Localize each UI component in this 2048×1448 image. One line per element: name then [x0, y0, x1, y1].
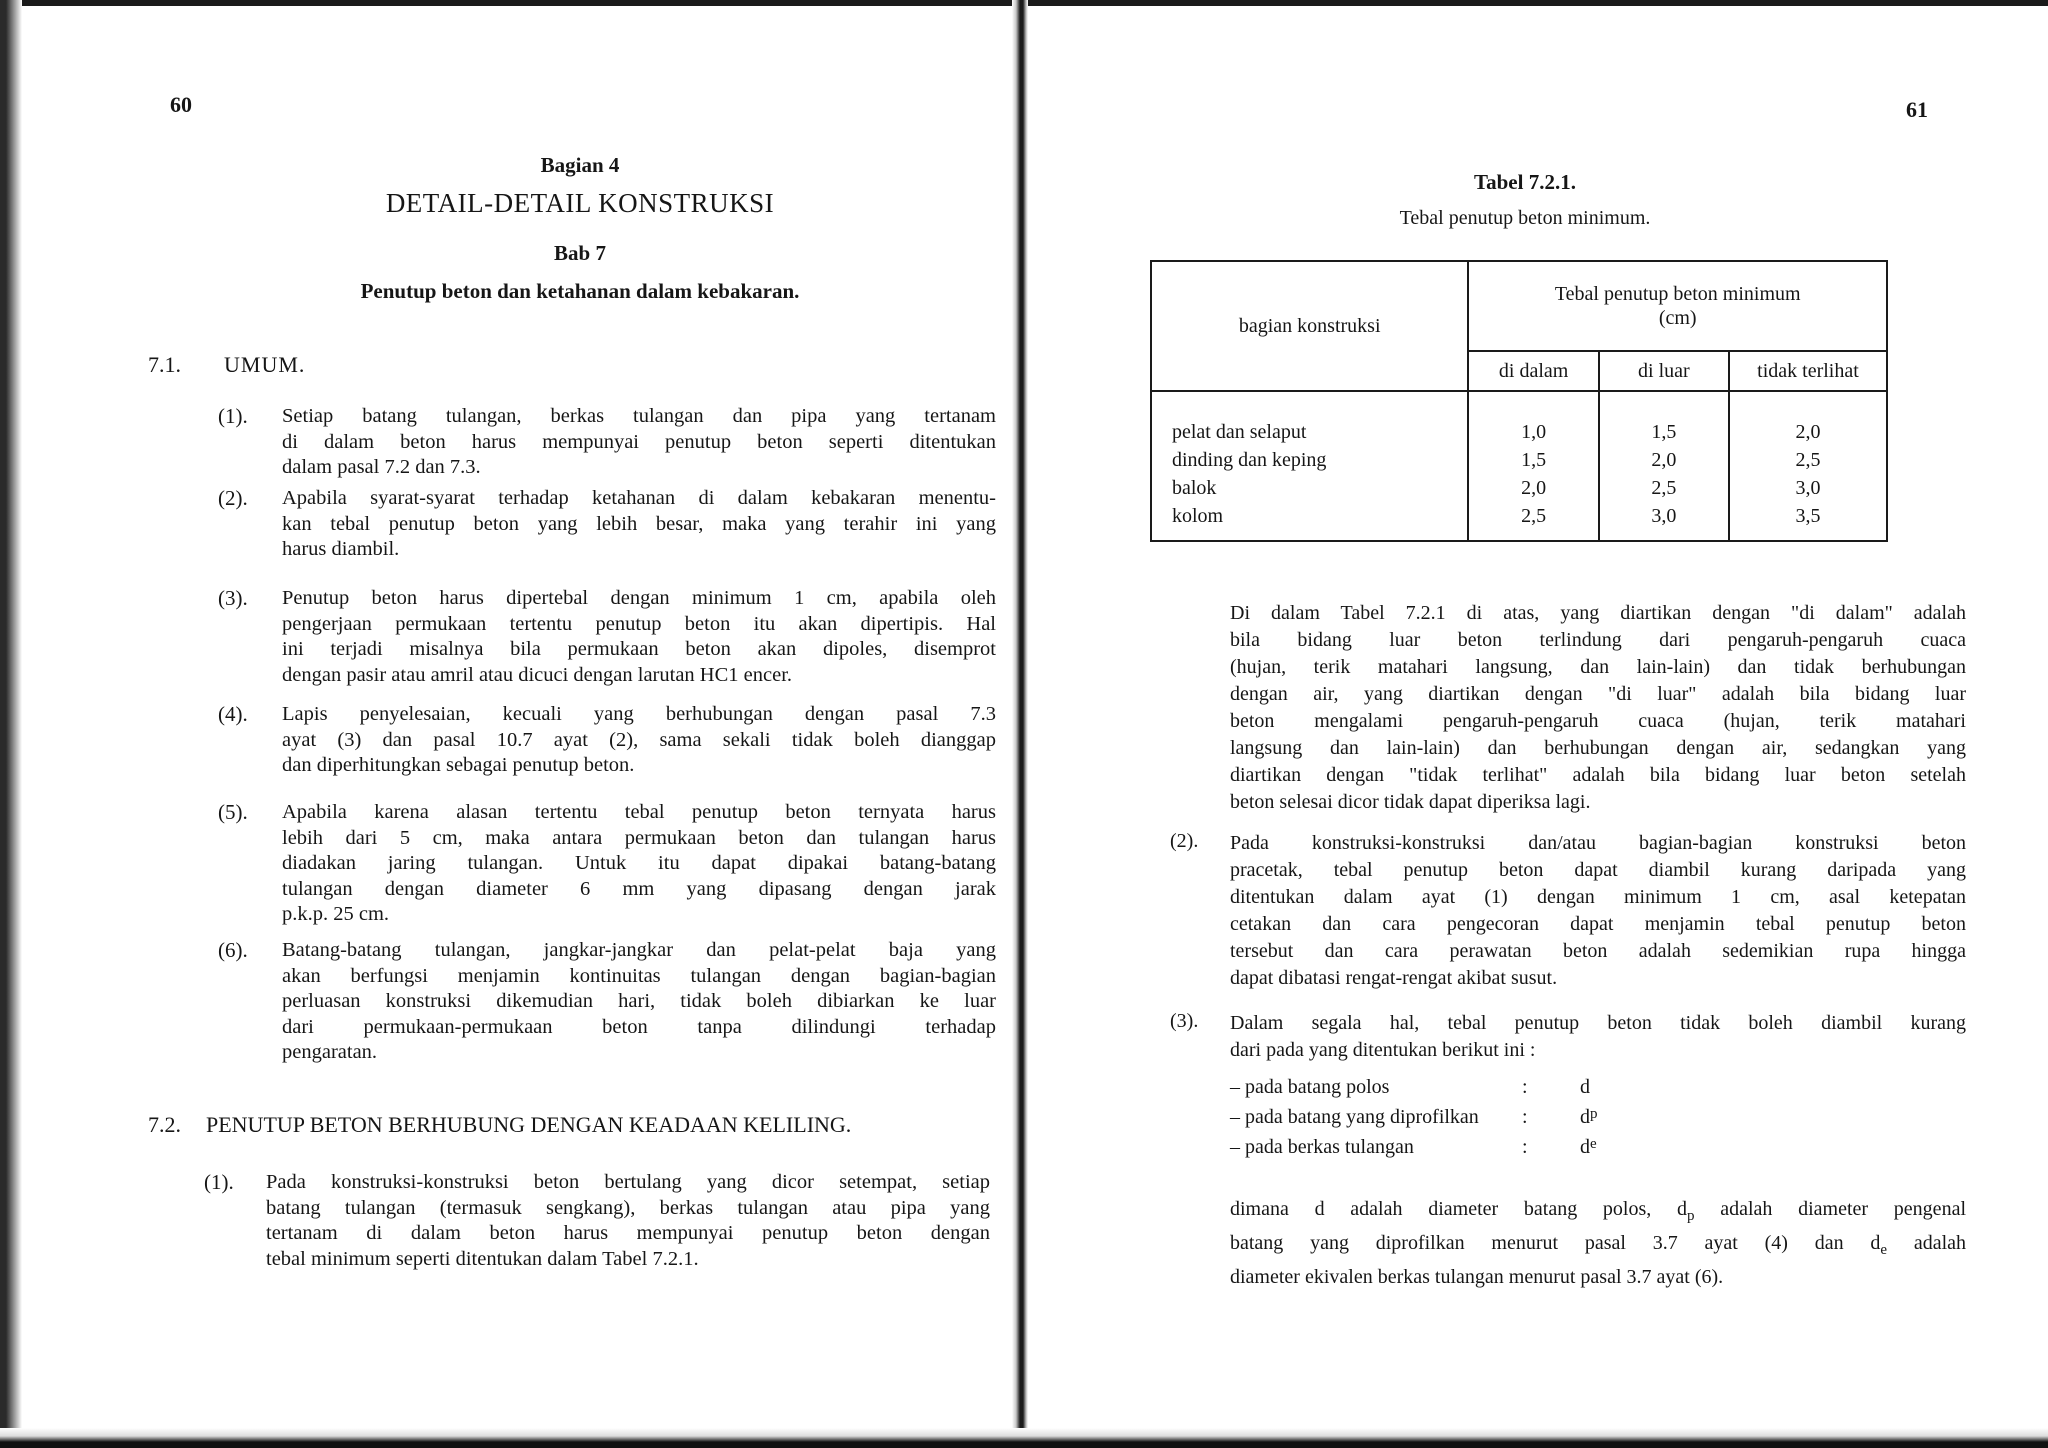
text-line: Dalam segala hal, tebal penutup beton tidak boleh diambil kurang [1230, 1012, 1966, 1034]
text-line: Apabila syarat-syarat terhadap ketahanan di dalam kebakaran menentu- [282, 487, 996, 509]
text-line: batang tulangan (termasuk sengkang), berkas tulangan atau pipa yang [266, 1196, 990, 1219]
text-line: ditentukan dalam ayat (1) dengan minimum 1 cm, asal ketepatan [1230, 886, 1966, 908]
text-line: tertanam di dalam beton harus mempunyai penutup beton dengan [266, 1222, 990, 1244]
right-page [1030, 0, 2030, 1448]
table-header-group-line2: (cm) [1658, 307, 1697, 329]
table-value: 2,0 [1521, 477, 1547, 499]
section-title: PENUTUP BETON BERHUBUNG DENGAN KEADAAN KELILING. [206, 1112, 852, 1137]
list-label: – pada berkas tulangan [1230, 1136, 1414, 1158]
item-2-paragraph [1230, 830, 1966, 992]
text-line: langsung dan lain-lain) dan berhubungan dengan air, sedangkan yang [1230, 737, 1966, 759]
item-paragraph [282, 586, 996, 688]
item-number: (1). [204, 1170, 234, 1194]
table-subheader: di luar [1599, 351, 1729, 391]
text-line: pengerjaan permukaan tertentu penutup beton itu akan dipertipis. Hal [282, 612, 996, 635]
table-value: 2,5 [1651, 477, 1677, 499]
list-colon: : [1522, 1076, 1528, 1098]
item-number: (2). [218, 486, 248, 510]
list-symbol-subscript: e [1590, 1136, 1597, 1152]
list-label: – pada batang yang diprofilkan [1230, 1106, 1479, 1128]
list-label: – pada batang polos [1230, 1076, 1390, 1098]
table-value: 1,5 [1521, 449, 1547, 471]
text-line: dapat dibatasi rengat-rengat akibat susut. [1230, 967, 1558, 989]
diameter-list-item [1230, 1136, 1597, 1159]
text-line: harus diambil. [282, 538, 400, 560]
item-number: (2). [1170, 830, 1199, 852]
page-number: 61 [1906, 97, 1928, 122]
list-symbol: d [1580, 1106, 1590, 1128]
text-line: p.k.p. 25 cm. [282, 903, 390, 925]
chapter-title: Penutup beton dan ketahanan dalam kebakaran. [360, 279, 800, 303]
table-part: balok [1172, 477, 1217, 499]
part-heading: Bagian 4 [540, 153, 620, 177]
table-part: dinding dan keping [1172, 449, 1327, 471]
text-line: lebih dari 5 cm, maka antara permukaan beton dan tulangan harus [282, 826, 996, 849]
table-value: 1,0 [1521, 421, 1547, 443]
text-line: Pada konstruksi-konstruksi beton bertulang yang dicor setempat, setiap [266, 1171, 990, 1193]
item-number: (3). [218, 586, 248, 610]
table-value: 1,5 [1651, 421, 1677, 443]
text-line: diadakan jaring tulangan. Untuk itu dapat dipakai batang-batang [282, 852, 996, 874]
text-line: tulangan dengan diameter 6 mm yang dipasang dengan jarak [282, 877, 996, 900]
text-line: Penutup beton harus dipertebal dengan minimum 1 cm, apabila oleh [282, 587, 996, 609]
text-line: cetakan dan cara pengecoran dapat menjamin tebal penutup beton [1230, 913, 1966, 935]
text-line: pengaratan. [282, 1041, 378, 1063]
table-values-col [1729, 391, 1887, 541]
text-line: dalam pasal 7.2 dan 7.3. [282, 456, 481, 478]
text-line: Di dalam Tabel 7.2.1 di atas, yang diartikan dengan "di dalam" adalah [1230, 602, 1966, 624]
text-line: diartikan dengan "tidak terlihat" adalah bila bidang luar beton setelah [1230, 764, 1966, 786]
text-line: tebal minimum seperti ditentukan dalam Tabel 7.2.1. [266, 1247, 699, 1270]
item-number: (3). [1170, 1010, 1199, 1032]
list-symbol: d [1580, 1076, 1590, 1098]
table-explanation-paragraph [1230, 600, 1966, 816]
text-line: Batang-batang tulangan, jangkar-jangkar dan pelat-pelat baja yang [282, 939, 996, 961]
table-value: 3,0 [1795, 477, 1821, 499]
text-line: dan diperhitungkan sebagai penutup beton. [282, 754, 635, 776]
item-number: (1). [218, 404, 248, 428]
table-caption-subtitle: Tebal penutup beton minimum. [1399, 207, 1651, 229]
table-header-group-line1: Tebal penutup beton minimum [1554, 283, 1801, 305]
table-header-group [1468, 261, 1887, 351]
text-line: dari permukaan-permukaan beton tanpa dilindungi terhadap [282, 1015, 996, 1038]
table-value: 2,0 [1651, 449, 1677, 471]
scan-edge-left [0, 0, 22, 1448]
text-line: Apabila karena alasan tertentu tebal penutup beton ternyata harus [282, 801, 996, 823]
text-line: dengan air, yang diartikan dengan "di luar" adalah bila bidang luar [1230, 683, 1966, 705]
table-header-part: bagian konstruksi [1151, 261, 1468, 391]
item-3-paragraph [1230, 1010, 1966, 1064]
text-line: tersebut dan cara perawatan beton adalah sedemikian rupa hingga [1230, 940, 1966, 962]
item-paragraph [266, 1170, 990, 1272]
table-value: 2,0 [1795, 421, 1821, 443]
final-line-2: batang yang diprofilkan menurut pasal 3.7 ayat (4) dan $d_e$ adalah [1230, 1232, 1967, 1258]
table-caption: Tabel 7.2.1. [1474, 170, 1576, 194]
table-value: 2,5 [1795, 449, 1821, 471]
text-line: di dalam beton harus mempunyai penutup beton seperti ditentukan [282, 430, 996, 453]
section-number: 7.2. [148, 1112, 181, 1137]
text-line: dengan pasir atau amril atau dicuci dengan larutan HC1 encer. [282, 663, 793, 686]
cover-thickness-table [1150, 260, 1888, 542]
table-value: 2,5 [1521, 505, 1547, 527]
text-line: bila bidang luar beton terlindung dari pengaruh-pengaruh cuaca [1230, 629, 1966, 651]
table-parts-cell [1151, 391, 1468, 541]
item-number: (6). [218, 938, 248, 962]
table-part: kolom [1172, 505, 1224, 527]
table-values-col [1468, 391, 1598, 541]
item-paragraph [282, 938, 996, 1066]
page-number: 60 [170, 92, 192, 117]
text-line: Lapis penyelesaian, kecuali yang berhubungan dengan pasal 7.3 [282, 703, 996, 725]
text-line: akan berfungsi menjamin kontinuitas tulangan dengan bagian-bagian [282, 964, 996, 987]
left-page [22, 0, 1012, 1448]
table-values-col [1599, 391, 1729, 541]
list-colon: : [1522, 1106, 1528, 1128]
table-subheader: tidak terlihat [1729, 351, 1887, 391]
text-line: Setiap batang tulangan, berkas tulangan dan pipa yang tertanam [282, 405, 996, 427]
table-part: pelat dan selaput [1172, 421, 1307, 443]
diameter-list-item [1230, 1106, 1598, 1129]
item-paragraph [282, 800, 996, 928]
text-line: ayat (3) dan pasal 10.7 ayat (2), sama sekali tidak boleh dianggap [282, 728, 996, 751]
text-line: pracetak, tebal penutup beton dapat diambil kurang daripada yang [1230, 859, 1966, 881]
text-line: perluasan konstruksi dikemudian hari, tidak boleh dibiarkan ke luar [282, 990, 996, 1012]
text-line: kan tebal penutup beton yang lebih besar, maka yang terahir ini yang [282, 512, 996, 535]
text-line: beton selesai dicor tidak dapat diperiksa lagi. [1230, 791, 1591, 813]
list-symbol: d [1580, 1136, 1590, 1158]
final-line-1: dimana d adalah diameter batang polos, $d_p$ adalah diameter pengenal [1230, 1198, 1966, 1224]
text-line: beton mengalami pengaruh-pengaruh cuaca (hujan, terik matahari [1230, 710, 1966, 732]
final-paragraph [1230, 1196, 1966, 1291]
item-number: (4). [218, 702, 248, 726]
text-line: Pada konstruksi-konstruksi dan/atau bagian-bagian konstruksi beton [1230, 832, 1966, 854]
final-line-3: diameter ekivalen berkas tulangan menurut pasal 3.7 ayat (6). [1230, 1266, 1724, 1288]
list-symbol-subscript: p [1590, 1106, 1598, 1122]
text-line: ini terjadi misalnya bila permukaan beton akan dipoles, disemprot [282, 638, 996, 660]
section-title: UMUM. [224, 352, 306, 377]
item-number: (5). [218, 800, 248, 824]
chapter-heading: Bab 7 [554, 241, 606, 265]
text-line: (hujan, terik matahari langsung, dan lain-lain) dan tidak berhubungan [1230, 656, 1966, 678]
table-value: 3,0 [1651, 505, 1677, 527]
item-paragraph [282, 702, 996, 779]
table-subheader: di dalam [1468, 351, 1598, 391]
part-title: DETAIL-DETAIL KONSTRUKSI [385, 188, 775, 218]
diameter-list-item [1230, 1076, 1590, 1099]
text-line: dari pada yang ditentukan berikut ini : [1230, 1039, 1536, 1061]
item-paragraph [282, 404, 996, 481]
section-number: 7.1. [148, 352, 181, 377]
list-colon: : [1522, 1136, 1528, 1158]
table-value: 3,5 [1795, 505, 1821, 527]
item-paragraph [282, 486, 996, 563]
